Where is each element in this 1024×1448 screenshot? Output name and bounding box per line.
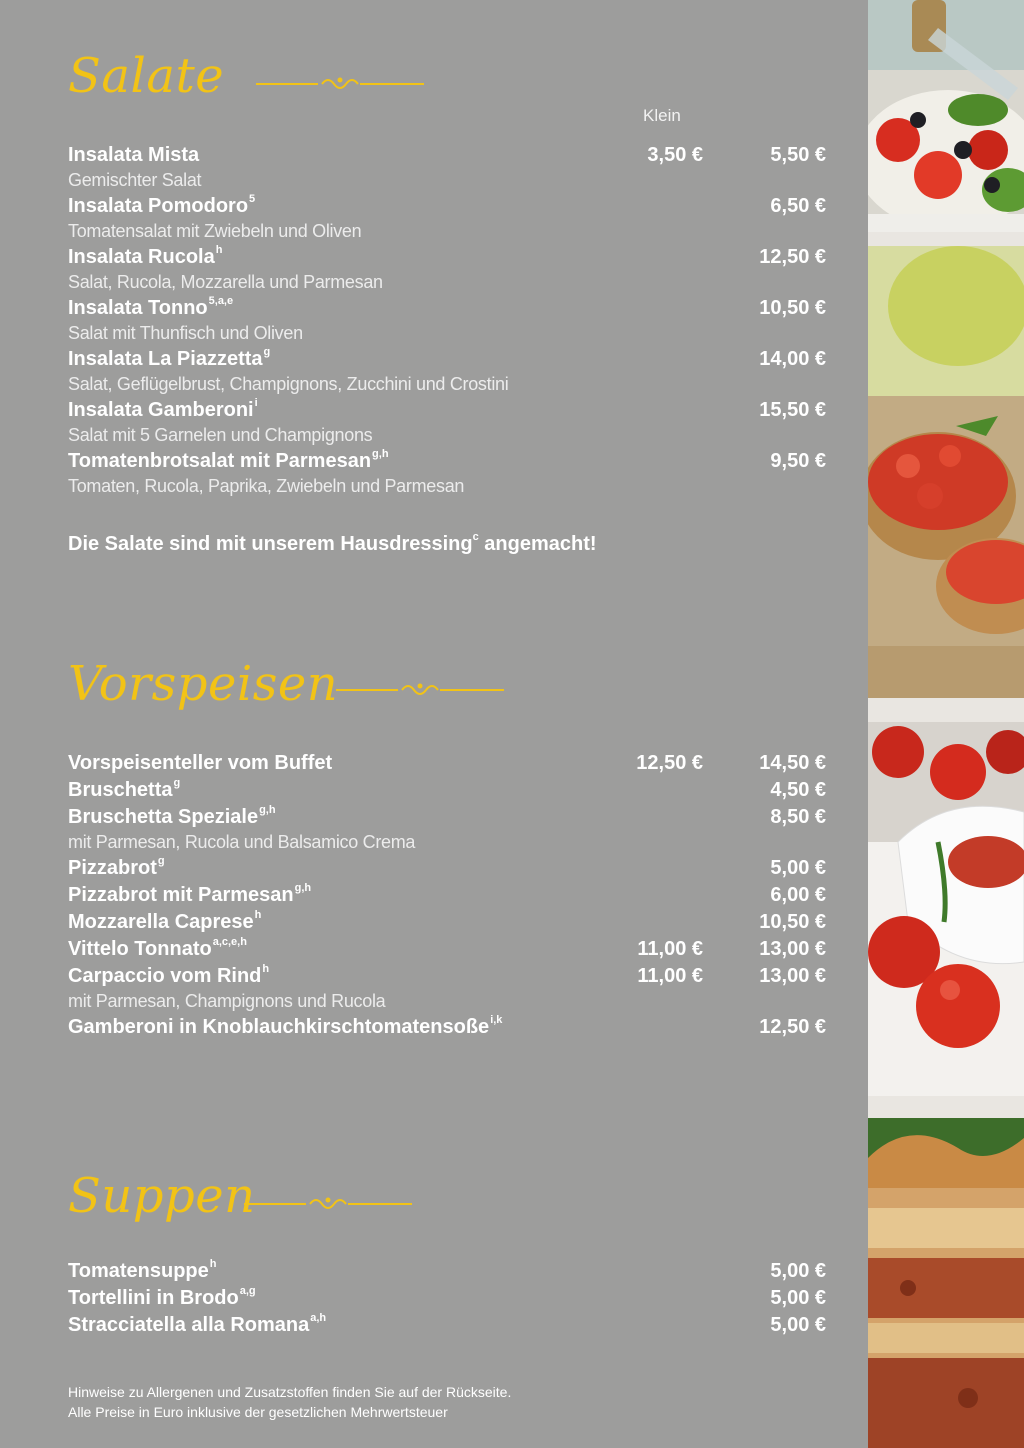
price-regular: 6,50 € (770, 195, 826, 217)
item-name: Bruschetta Speziale$^{g,h}$ (68, 804, 276, 828)
item-name: Insalata Mista (68, 144, 200, 166)
price-regular: 10,50 € (759, 911, 826, 933)
item-name: Tomatensuppe$^h$ (68, 1258, 217, 1282)
allergen-marks: a,h (310, 1312, 327, 1324)
bruschetta-photo (868, 246, 1024, 698)
price-regular: 5,00 € (770, 857, 826, 879)
item-name: Insalata Gamberoni$^i$ (68, 397, 258, 421)
section-title-vorspeisen: Vorspeisen (68, 656, 339, 712)
item-description: mit Parmesan, Champignons und Rucola (68, 991, 386, 1011)
price-small: 3,50 € (647, 144, 703, 166)
item-name: Insalata Rucola$^h$ (68, 244, 223, 268)
price-small: 12,50 € (636, 752, 703, 774)
item-name: Stracciatella alla Romana$^{a,h}$ (68, 1312, 327, 1336)
photo-strip (868, 0, 1024, 1448)
allergen-marks: g,h (372, 448, 389, 460)
allergen-marks: g (173, 777, 181, 789)
section-title-suppen: Suppen (68, 1168, 256, 1224)
price-regular: 5,00 € (770, 1314, 826, 1336)
item-name: Bruschetta$^g$ (68, 777, 181, 801)
item-name: Insalata Pomodoro$^5$ (68, 193, 256, 217)
salad-photo (868, 0, 1024, 232)
footer-allergen-note: Hinweise zu Allergenen und Zusatzstoffen finden Sie auf der Rückseite. (68, 1384, 512, 1400)
item-description: Salat, Rucola, Mozzarella und Parmesan (68, 272, 383, 292)
item-description: Salat, Geflügelbrust, Champignons, Zucchini und Crostini (68, 374, 509, 394)
allergen-marks: h (215, 244, 223, 256)
item-description: Salat mit 5 Garnelen und Champignons (68, 425, 373, 445)
item-description: Tomaten, Rucola, Paprika, Zwiebeln und Parmesan (68, 476, 465, 496)
item-description: mit Parmesan, Rucola und Balsamico Crema (68, 832, 416, 852)
footer-notes (68, 1382, 511, 1422)
allergen-marks: 5,a,e (208, 295, 234, 307)
price-regular: 5,00 € (770, 1260, 826, 1282)
price-regular: 13,00 € (759, 965, 826, 987)
item-description: Tomatensalat mit Zwiebeln und Oliven (68, 221, 362, 241)
price-regular: 5,50 € (770, 144, 826, 166)
item-name: Pizzabrot mit Parmesan$^{g,h}$ (68, 882, 312, 906)
allergen-marks: h (254, 909, 262, 921)
price-small: 11,00 € (637, 938, 703, 960)
price-regular: 8,50 € (770, 806, 826, 828)
lasagna-photo (868, 1118, 1024, 1448)
item-name: Carpaccio vom Rind$^h$ (68, 963, 270, 987)
ornament-divider (244, 1194, 412, 1214)
section-title-salate: Salate (68, 48, 225, 104)
price-regular: 14,50 € (759, 752, 826, 774)
price-regular: 13,00 € (759, 938, 826, 960)
allergen-marks: i,k (490, 1014, 503, 1026)
item-name: Tomatenbrotsalat mit Parmesan$^{g,h}$ (68, 448, 389, 472)
price-regular: 14,00 € (759, 348, 826, 370)
price-regular: 12,50 € (759, 1016, 826, 1038)
price-regular: 10,50 € (759, 297, 826, 319)
item-name: Insalata La Piazzetta$^g$ (68, 346, 271, 370)
price-regular: 4,50 € (770, 779, 826, 801)
price-small: 11,00 € (637, 965, 703, 987)
allergen-marks: h (209, 1258, 217, 1270)
item-description: Salat mit Thunfisch und Oliven (68, 323, 303, 343)
ornament-divider (256, 74, 424, 94)
price-regular: 5,00 € (770, 1287, 826, 1309)
dressing-note: Die Salate sind mit unserem Hausdressing$^c$ angemacht! (68, 531, 597, 555)
item-name: Pizzabrot$^g$ (68, 855, 165, 879)
allergen-marks: i (254, 397, 258, 409)
item-name: Gamberoni in Knoblauchkirschtomatensoße$^{i,k}$ (68, 1014, 503, 1038)
allergen-marks: h (262, 963, 270, 975)
allergen-marks: a,c,e,h (212, 936, 247, 948)
allergen-marks: g (263, 346, 271, 358)
item-name: Mozzarella Caprese$^h$ (68, 909, 262, 933)
allergen-marks: g (157, 855, 165, 867)
item-description: Gemischter Salat (68, 170, 202, 190)
item-name: Insalata Tonno$^{5,a,e}$ (68, 295, 234, 319)
price-regular: 9,50 € (770, 450, 826, 472)
tomato-sauce-photo (868, 722, 1024, 1096)
ornament-divider (336, 680, 504, 700)
allergen-marks: a,g (239, 1285, 256, 1297)
price-regular: 6,00 € (770, 884, 826, 906)
price-regular: 15,50 € (759, 399, 826, 421)
item-name: Vorspeisenteller vom Buffet (68, 752, 333, 774)
allergen-marks: g,h (259, 804, 276, 816)
item-name: Tortellini in Brodo$^{a,g}$ (68, 1285, 256, 1309)
size-label-klein: Klein (643, 106, 681, 125)
allergen-marks: g,h (294, 882, 312, 894)
item-name: Vittelo Tonnato$^{a,c,e,h}$ (68, 936, 247, 960)
allergen-marks: 5 (249, 193, 256, 205)
price-regular: 12,50 € (759, 246, 826, 268)
footer-price-note: Alle Preise in Euro inklusive der gesetzlichen Mehrwertsteuer (68, 1404, 448, 1420)
